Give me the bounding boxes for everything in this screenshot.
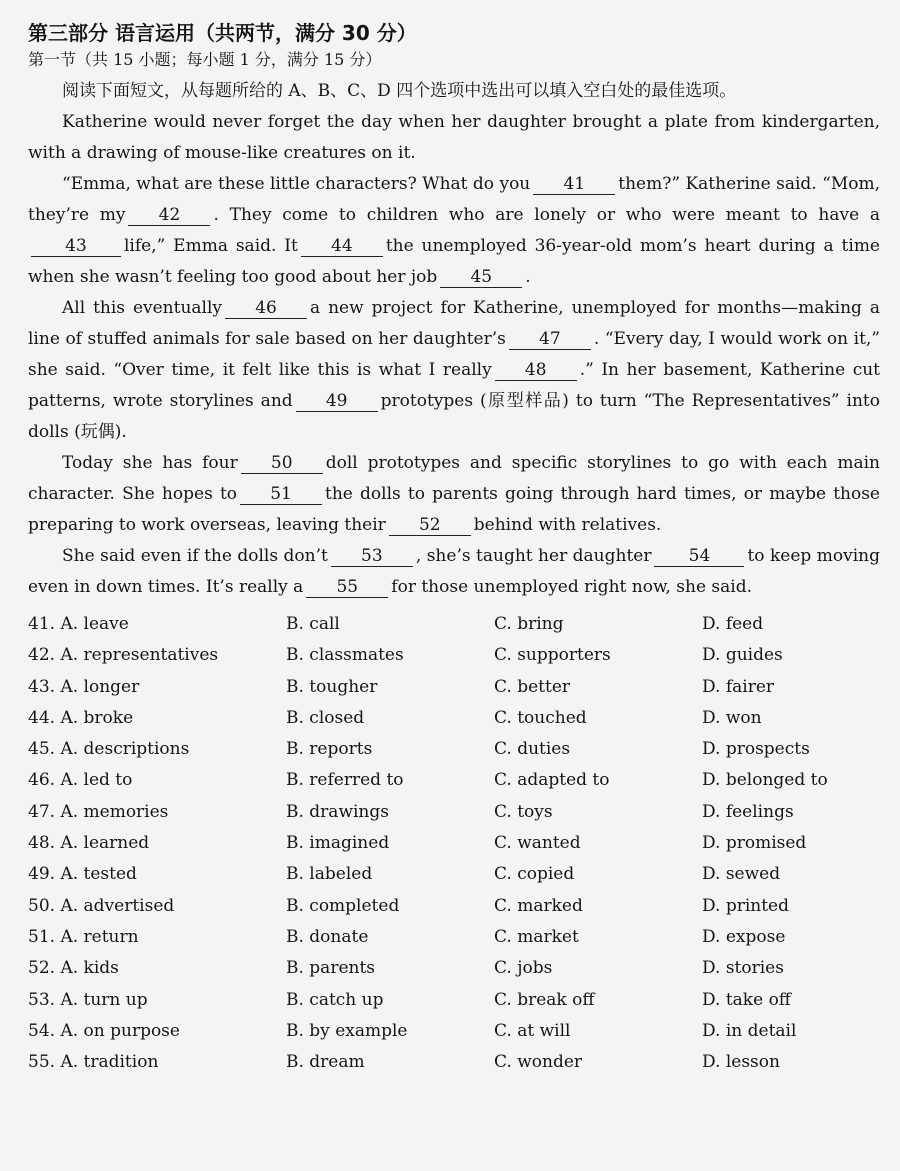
option-a: 55. A. tradition [28, 1052, 159, 1073]
option-b: B. by example [286, 1020, 408, 1041]
blank-47: 47 [509, 329, 591, 350]
option-b: B. imagined [286, 833, 390, 854]
option-b: B. referred to [286, 770, 404, 791]
blank-55: 55 [306, 577, 388, 598]
passage-text: . [525, 267, 531, 287]
option-a: 43. A. longer [28, 676, 140, 697]
option-c: C. bring [494, 614, 564, 634]
option-d: D. printed [702, 895, 790, 916]
option-c: C. toys [494, 801, 553, 822]
option-a: 42. A. representatives [28, 645, 219, 666]
option-c: C. copied [494, 864, 575, 885]
option-c: C. duties [494, 739, 571, 760]
option-b: B. dream [286, 1052, 365, 1073]
option-c: C. market [494, 926, 579, 947]
blank-51: 51 [240, 484, 322, 505]
part-title: 第三部分 语言运用（共两节，满分 30 分） [28, 21, 417, 45]
passage-text: , she’s taught her daughter [415, 546, 652, 566]
option-a: 53. A. turn up [28, 989, 148, 1010]
blank-54: 54 [654, 546, 744, 567]
option-a: 41. A. leave [28, 614, 129, 634]
passage-text: . They come to children who are lonely or who were meant to have a [213, 205, 880, 225]
question-row [28, 734, 880, 765]
option-d: D. sewed [702, 864, 781, 885]
option-c: C. better [494, 676, 571, 697]
passage-text: doll prototypes and specific storylines to go with each main character. She hopes to [28, 453, 880, 504]
option-b: B. drawings [286, 801, 389, 822]
option-d: D. fairer [702, 676, 775, 697]
blank-44: 44 [301, 236, 383, 257]
option-c: C. adapted to [494, 770, 610, 791]
option-c: C. supporters [494, 645, 611, 666]
option-a: 48. A. learned [28, 833, 150, 854]
option-d: D. take off [702, 989, 791, 1010]
option-d: D. prospects [702, 739, 810, 760]
passage-paragraph-4 [28, 448, 880, 541]
option-b: B. closed [286, 707, 365, 728]
blank-53: 53 [331, 546, 413, 567]
option-c: C. marked [494, 895, 583, 916]
blank-45: 45 [440, 267, 522, 288]
option-d: D. expose [702, 926, 786, 947]
option-b: B. catch up [286, 989, 384, 1010]
option-a: 49. A. tested [28, 864, 137, 885]
option-c: C. at will [494, 1020, 571, 1041]
passage-paragraph-1 [28, 107, 880, 169]
passage-paragraph-3 [28, 293, 880, 448]
blank-48: 48 [495, 360, 577, 381]
option-c: C. wonder [494, 1052, 583, 1073]
blank-43: 43 [31, 236, 121, 257]
option-c: C. touched [494, 707, 587, 728]
question-row [28, 797, 880, 828]
passage-paragraph-2 [28, 169, 880, 293]
section-title: 第一节（共 15 小题；每小题 1 分，满分 15 分） [28, 50, 382, 69]
option-a: 51. A. return [28, 926, 139, 947]
passage-text: them?” Katherine said. “Mom, they’re my [28, 174, 880, 225]
option-d: D. feed [702, 614, 764, 634]
question-row [28, 703, 880, 734]
option-d: D. promised [702, 833, 807, 854]
option-d: D. won [702, 707, 762, 728]
option-d: D. feelings [702, 801, 794, 822]
passage-text: She said even if the dolls don’t [62, 546, 328, 566]
question-row [28, 609, 880, 640]
question-row [28, 640, 880, 671]
option-d: D. belonged to [702, 770, 828, 791]
option-d: D. lesson [702, 1052, 780, 1073]
passage-text: . “Every day, I would work on it,” she said. “Over time, it felt like this is what I really [28, 329, 880, 380]
passage-text: behind with relatives. [473, 515, 662, 535]
passage-text: to keep moving even in down times. It’s really a [28, 546, 880, 597]
option-a: 47. A. memories [28, 801, 169, 822]
question-row [28, 859, 880, 890]
option-b: B. labeled [286, 864, 373, 885]
option-d: D. stories [702, 958, 784, 979]
passage-text: All this eventually [62, 298, 223, 318]
blank-42: 42 [128, 205, 210, 226]
passage-paragraph-5 [28, 541, 880, 603]
blank-50: 50 [241, 453, 323, 474]
blank-41: 41 [533, 174, 615, 195]
option-a: 54. A. on purpose [28, 1020, 180, 1041]
blank-52: 52 [389, 515, 471, 536]
option-b: B. classmates [286, 645, 404, 666]
option-b: B. reports [286, 739, 373, 760]
passage-text: for those unemployed right now, she said. [391, 577, 753, 597]
passage-text: the unemployed 36-year-old mom’s heart during a time when she wasn’t feeling too good about her job [28, 236, 880, 287]
passage-text: life,” Emma said. It [124, 236, 298, 256]
option-a: 52. A. kids [28, 958, 119, 979]
option-b: B. donate [286, 926, 369, 947]
option-b: B. parents [286, 958, 376, 979]
question-row [28, 1016, 880, 1047]
question-row [28, 672, 880, 703]
question-row [28, 1047, 880, 1078]
passage-text: the dolls to parents going through hard times, or maybe those preparing to work overseas, leaving their [28, 484, 880, 535]
page-content [28, 18, 880, 1078]
option-b: B. call [286, 614, 340, 634]
question-row [28, 765, 880, 796]
option-c: C. break off [494, 989, 595, 1010]
passage-text: Katherine would never forget the day when her daughter brought a plate from kindergarten, with a drawing of mouse-like creatures on it. [28, 112, 880, 163]
option-a: 44. A. broke [28, 707, 134, 728]
passage-text: .” In her basement, Katherine cut patterns, wrote storylines and [28, 360, 880, 411]
passage-text: Today she has four [62, 453, 238, 473]
passage-text: a new project for Katherine, unemployed for months—making a line of stuffed animals for sale based on her daughter’s [28, 298, 881, 349]
option-d: D. guides [702, 645, 783, 666]
question-row [28, 891, 880, 922]
instruction-text: 阅读下面短文，从每题所给的 A、B、C、D 四个选项中选出可以填入空白处的最佳选项。 [62, 81, 737, 101]
option-a: 45. A. descriptions [28, 739, 190, 760]
question-row [28, 953, 880, 984]
option-c: C. jobs [494, 958, 553, 979]
option-d: D. in detail [702, 1020, 797, 1041]
question-row [28, 922, 880, 953]
option-c: C. wanted [494, 833, 581, 854]
option-a: 46. A. led to [28, 770, 133, 791]
blank-46: 46 [225, 298, 307, 319]
question-row [28, 985, 880, 1016]
question-row [28, 828, 880, 859]
option-b: B. tougher [286, 676, 378, 697]
option-a: 50. A. advertised [28, 895, 175, 916]
passage-text: “Emma, what are these little characters? What do you [62, 174, 531, 194]
blank-49: 49 [296, 391, 378, 412]
options-list [28, 609, 880, 1078]
option-b: B. completed [286, 895, 400, 916]
passage-text: prototypes (原型样品) to turn “The Representatives” into dolls (玩偶). [28, 391, 880, 442]
